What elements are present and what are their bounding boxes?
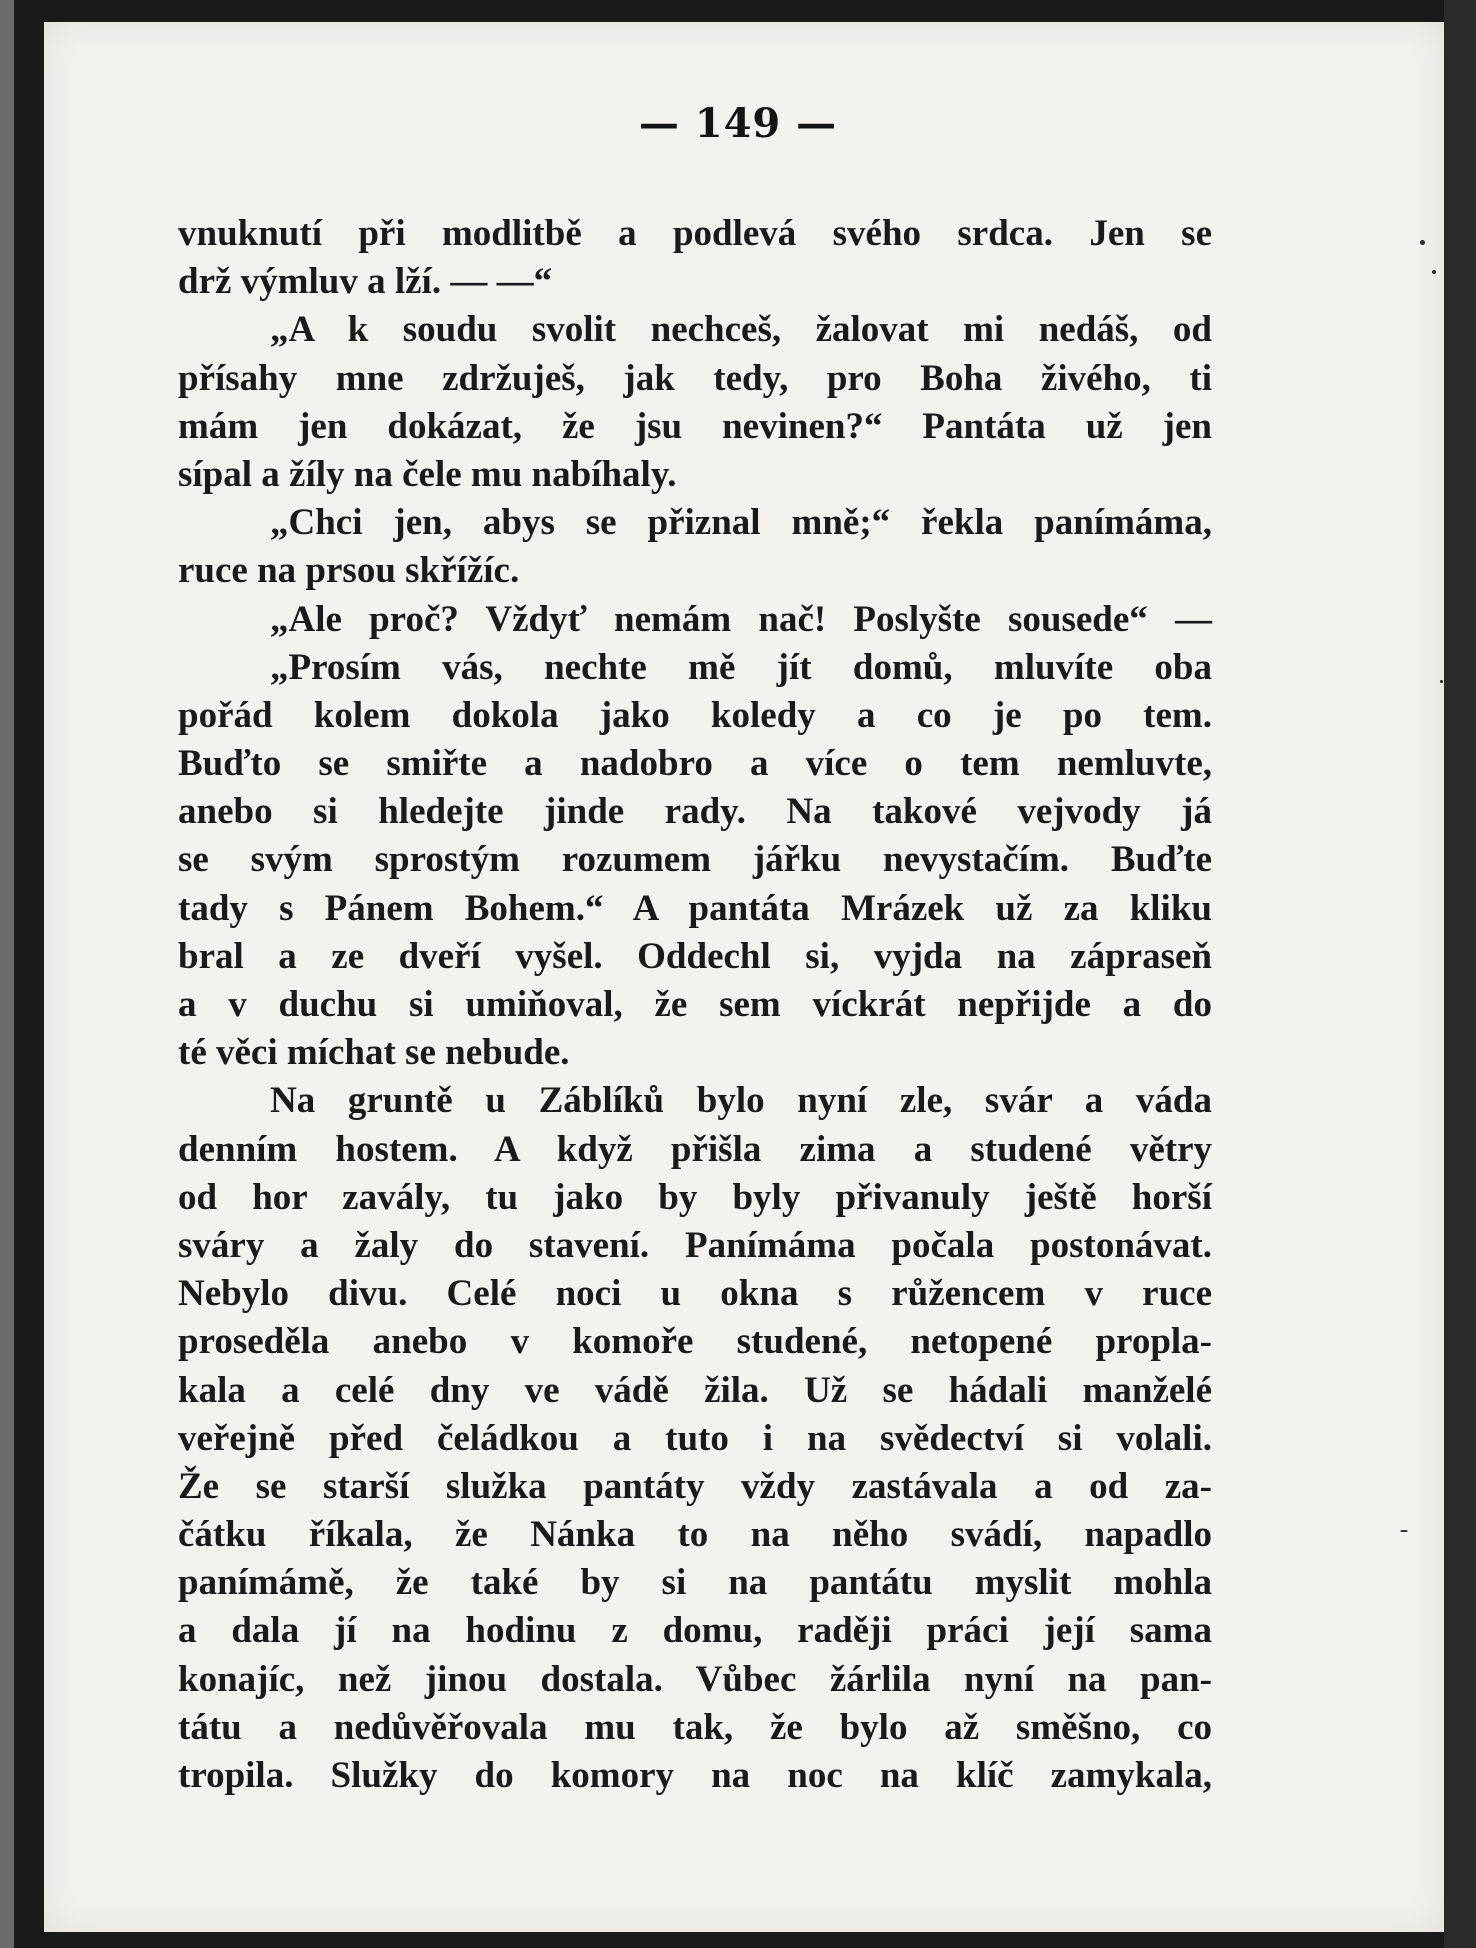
text-line: od hor zavály, tu jako by byly přivanuly ještě horší <box>178 1176 1212 1218</box>
text-line: čátku říkala, že Nánka to na něho svádí, napadlo <box>178 1514 1212 1556</box>
scan-speck <box>1400 1530 1408 1532</box>
text-line: se svým sprostým rozumem jářku nevystačím. Buďte <box>178 839 1212 881</box>
text-line: „Prosím vás, nechte mě jít domů, mluvíte oba <box>270 646 1212 688</box>
scan-speck <box>1432 270 1436 274</box>
text-line: kala a celé dny ve vádě žila. Už se hádali manželé <box>178 1369 1212 1411</box>
text-line: a v duchu si umiňoval, že sem víckrát nepřijde a do <box>178 984 1212 1025</box>
text-line: Nebylo divu. Celé noci u okna s růžencem v ruce <box>178 1273 1212 1315</box>
text-line: pořád kolem dokola jako koledy a co je po tem. <box>178 694 1212 736</box>
text-line: tady s Pánem Bohem.“ A pantáta Mrázek už za kliku <box>178 887 1212 929</box>
page-number: — 149 — <box>638 100 838 147</box>
text-line: tropila. Služky do komory na noc na klíč zamykala, <box>178 1755 1212 1796</box>
text-line: „Ale proč? Vždyť nemám nač! Poslyšte sousede“ — <box>270 598 1212 640</box>
text-line: konajíc, než jinou dostala. Vůbec žárlila nyní na pan- <box>178 1658 1212 1700</box>
text-line: sípal a žíly na čele mu nabíhaly. <box>178 453 677 495</box>
text-line: Na gruntě u Záblíků bylo nyní zle, svár a váda <box>270 1080 1212 1122</box>
text-line: proseděla anebo v komoře studené, netopené propla- <box>178 1321 1212 1363</box>
text-line: ruce na prsou skřížíc. <box>178 550 520 592</box>
text-line: Že se starší služka pantáty vždy zastávala a od za- <box>178 1465 1212 1507</box>
text-line: sváry a žaly do stavení. Panímáma počala postonávat. <box>178 1224 1212 1266</box>
text-line: panímámě, že také by si na pantátu myslit mohla <box>178 1562 1212 1604</box>
text-line: a dala jí na hodinu z domu, raději práci její sama <box>178 1610 1212 1652</box>
body-text <box>178 210 1212 1800</box>
text-line: veřejně před čeládkou a tuto i na svědectví si volali. <box>178 1417 1212 1459</box>
text-line: mám jen dokázat, že jsu nevinen?“ Pantáta už jen <box>178 405 1212 447</box>
scan-left-margin <box>0 0 14 1948</box>
text-line: anebo si hledejte jinde rady. Na takové vejvody já <box>178 791 1212 833</box>
scan-speck <box>1440 680 1443 683</box>
text-line: tátu a nedůvěřovala mu tak, že bylo až směšno, co <box>178 1706 1212 1748</box>
text-line: denním hostem. A když přišla zima a studené větry <box>178 1128 1212 1170</box>
scan-right-margin <box>1444 0 1476 1948</box>
text-line: bral a ze dveří vyšel. Oddechl si, vyjda na zápraseň <box>178 935 1212 977</box>
text-line: Buďto se smiřte a nadobro a více o tem nemluvte, <box>178 743 1212 785</box>
text-line: drž výmluv a lží. — —“ <box>178 261 553 303</box>
text-line: vnuknutí při modlitbě a podlevá svého srdca. Jen se <box>178 213 1212 254</box>
text-line: „A k soudu svolit nechceš, žalovat mi nedáš, od <box>270 309 1212 351</box>
scan-speck <box>1420 240 1425 245</box>
text-line: „Chci jen, abys se přiznal mně;“ řekla panímáma, <box>270 502 1212 544</box>
text-line: té věci míchat se nebude. <box>178 1032 570 1074</box>
text-line: přísahy mne zdržuješ, jak tedy, pro Boha živého, ti <box>178 357 1212 399</box>
